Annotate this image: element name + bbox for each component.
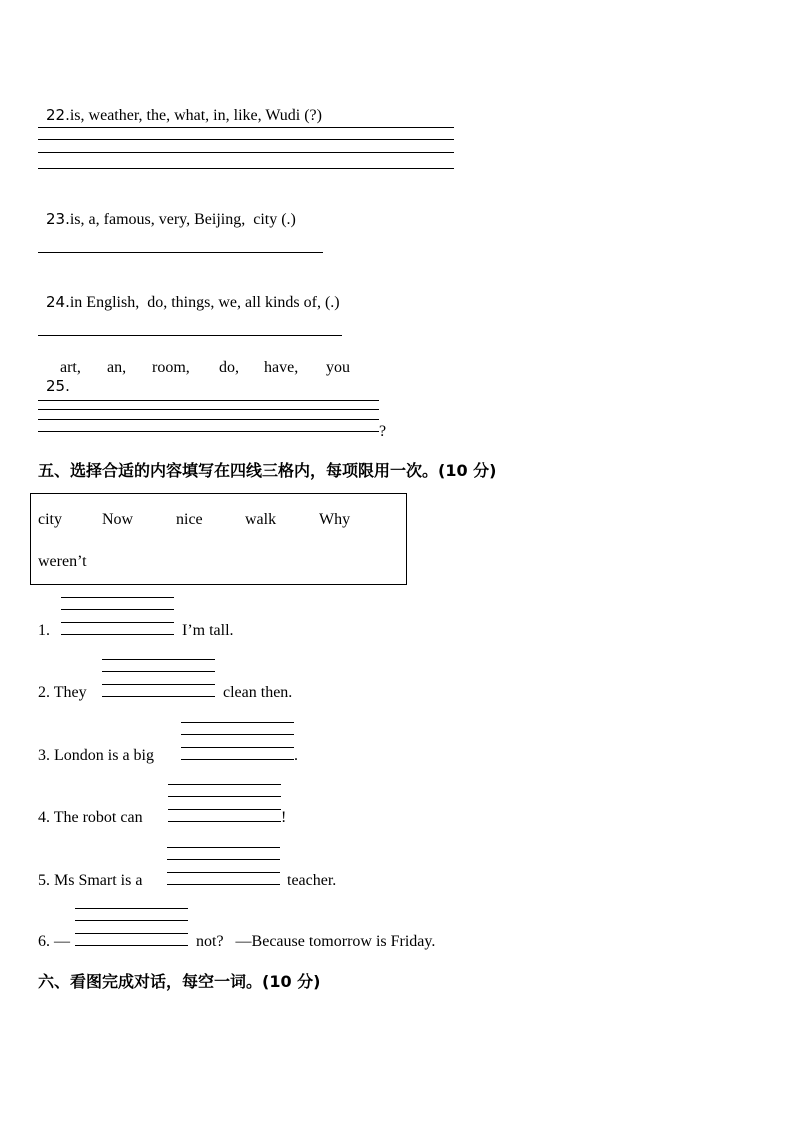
q22-number: 22.	[46, 106, 70, 124]
item2-after: clean then.	[223, 684, 293, 701]
section5-title: 五、选择合适的内容填写在四线三格内，每项限用一次。(10 分)	[38, 461, 497, 480]
word-bank-item: walk	[245, 511, 277, 528]
item1-after: I’m tall.	[182, 622, 234, 639]
item5-after: teacher.	[287, 872, 337, 889]
item6-before: 6. —	[38, 933, 70, 950]
q24-prompt	[38, 275, 340, 312]
q22-words: is, weather, the, what, in, like, Wudi (?)	[69, 107, 322, 124]
word-bank-item: Now	[102, 511, 134, 528]
item4-after: !	[281, 809, 287, 826]
item6-after: not? —Because tomorrow is Friday.	[196, 933, 436, 950]
q24-words: in English, do, things, we, all kinds of, (.)	[69, 294, 340, 311]
q25-word: room,	[152, 359, 190, 376]
word-bank-item: nice	[176, 511, 203, 528]
q25-end-mark: ?	[379, 423, 387, 440]
q25-word: art,	[60, 359, 81, 376]
item3-after: .	[294, 747, 298, 764]
item3-before: 3. London is a big	[38, 747, 154, 764]
word-bank-box	[30, 493, 407, 585]
q23-prompt	[38, 192, 296, 229]
q24-answer-line[interactable]	[38, 335, 342, 336]
q25-word: an,	[107, 359, 127, 376]
q25-word: have,	[264, 359, 299, 376]
section6-title: 六、看图完成对话，每空一词。(10 分)	[38, 972, 321, 991]
word-bank-item: Why	[319, 511, 351, 528]
q23-number: 23.	[46, 210, 70, 228]
q23-answer-line[interactable]	[38, 252, 323, 253]
item4-before: 4. The robot can	[38, 809, 143, 826]
q25-number: 25.	[46, 377, 70, 395]
q25-word: do,	[219, 359, 239, 376]
q22-prompt	[38, 88, 322, 125]
item2-before: 2. They	[38, 684, 87, 701]
word-bank-item: city	[38, 511, 62, 528]
q24-number: 24.	[46, 293, 70, 311]
item5-before: 5. Ms Smart is a	[38, 872, 143, 889]
q25-word: you	[326, 359, 350, 376]
word-bank-item: weren’t	[38, 553, 87, 570]
q23-words: is, a, famous, very, Beijing, city (.)	[69, 211, 296, 228]
item1-before: 1.	[38, 622, 50, 639]
